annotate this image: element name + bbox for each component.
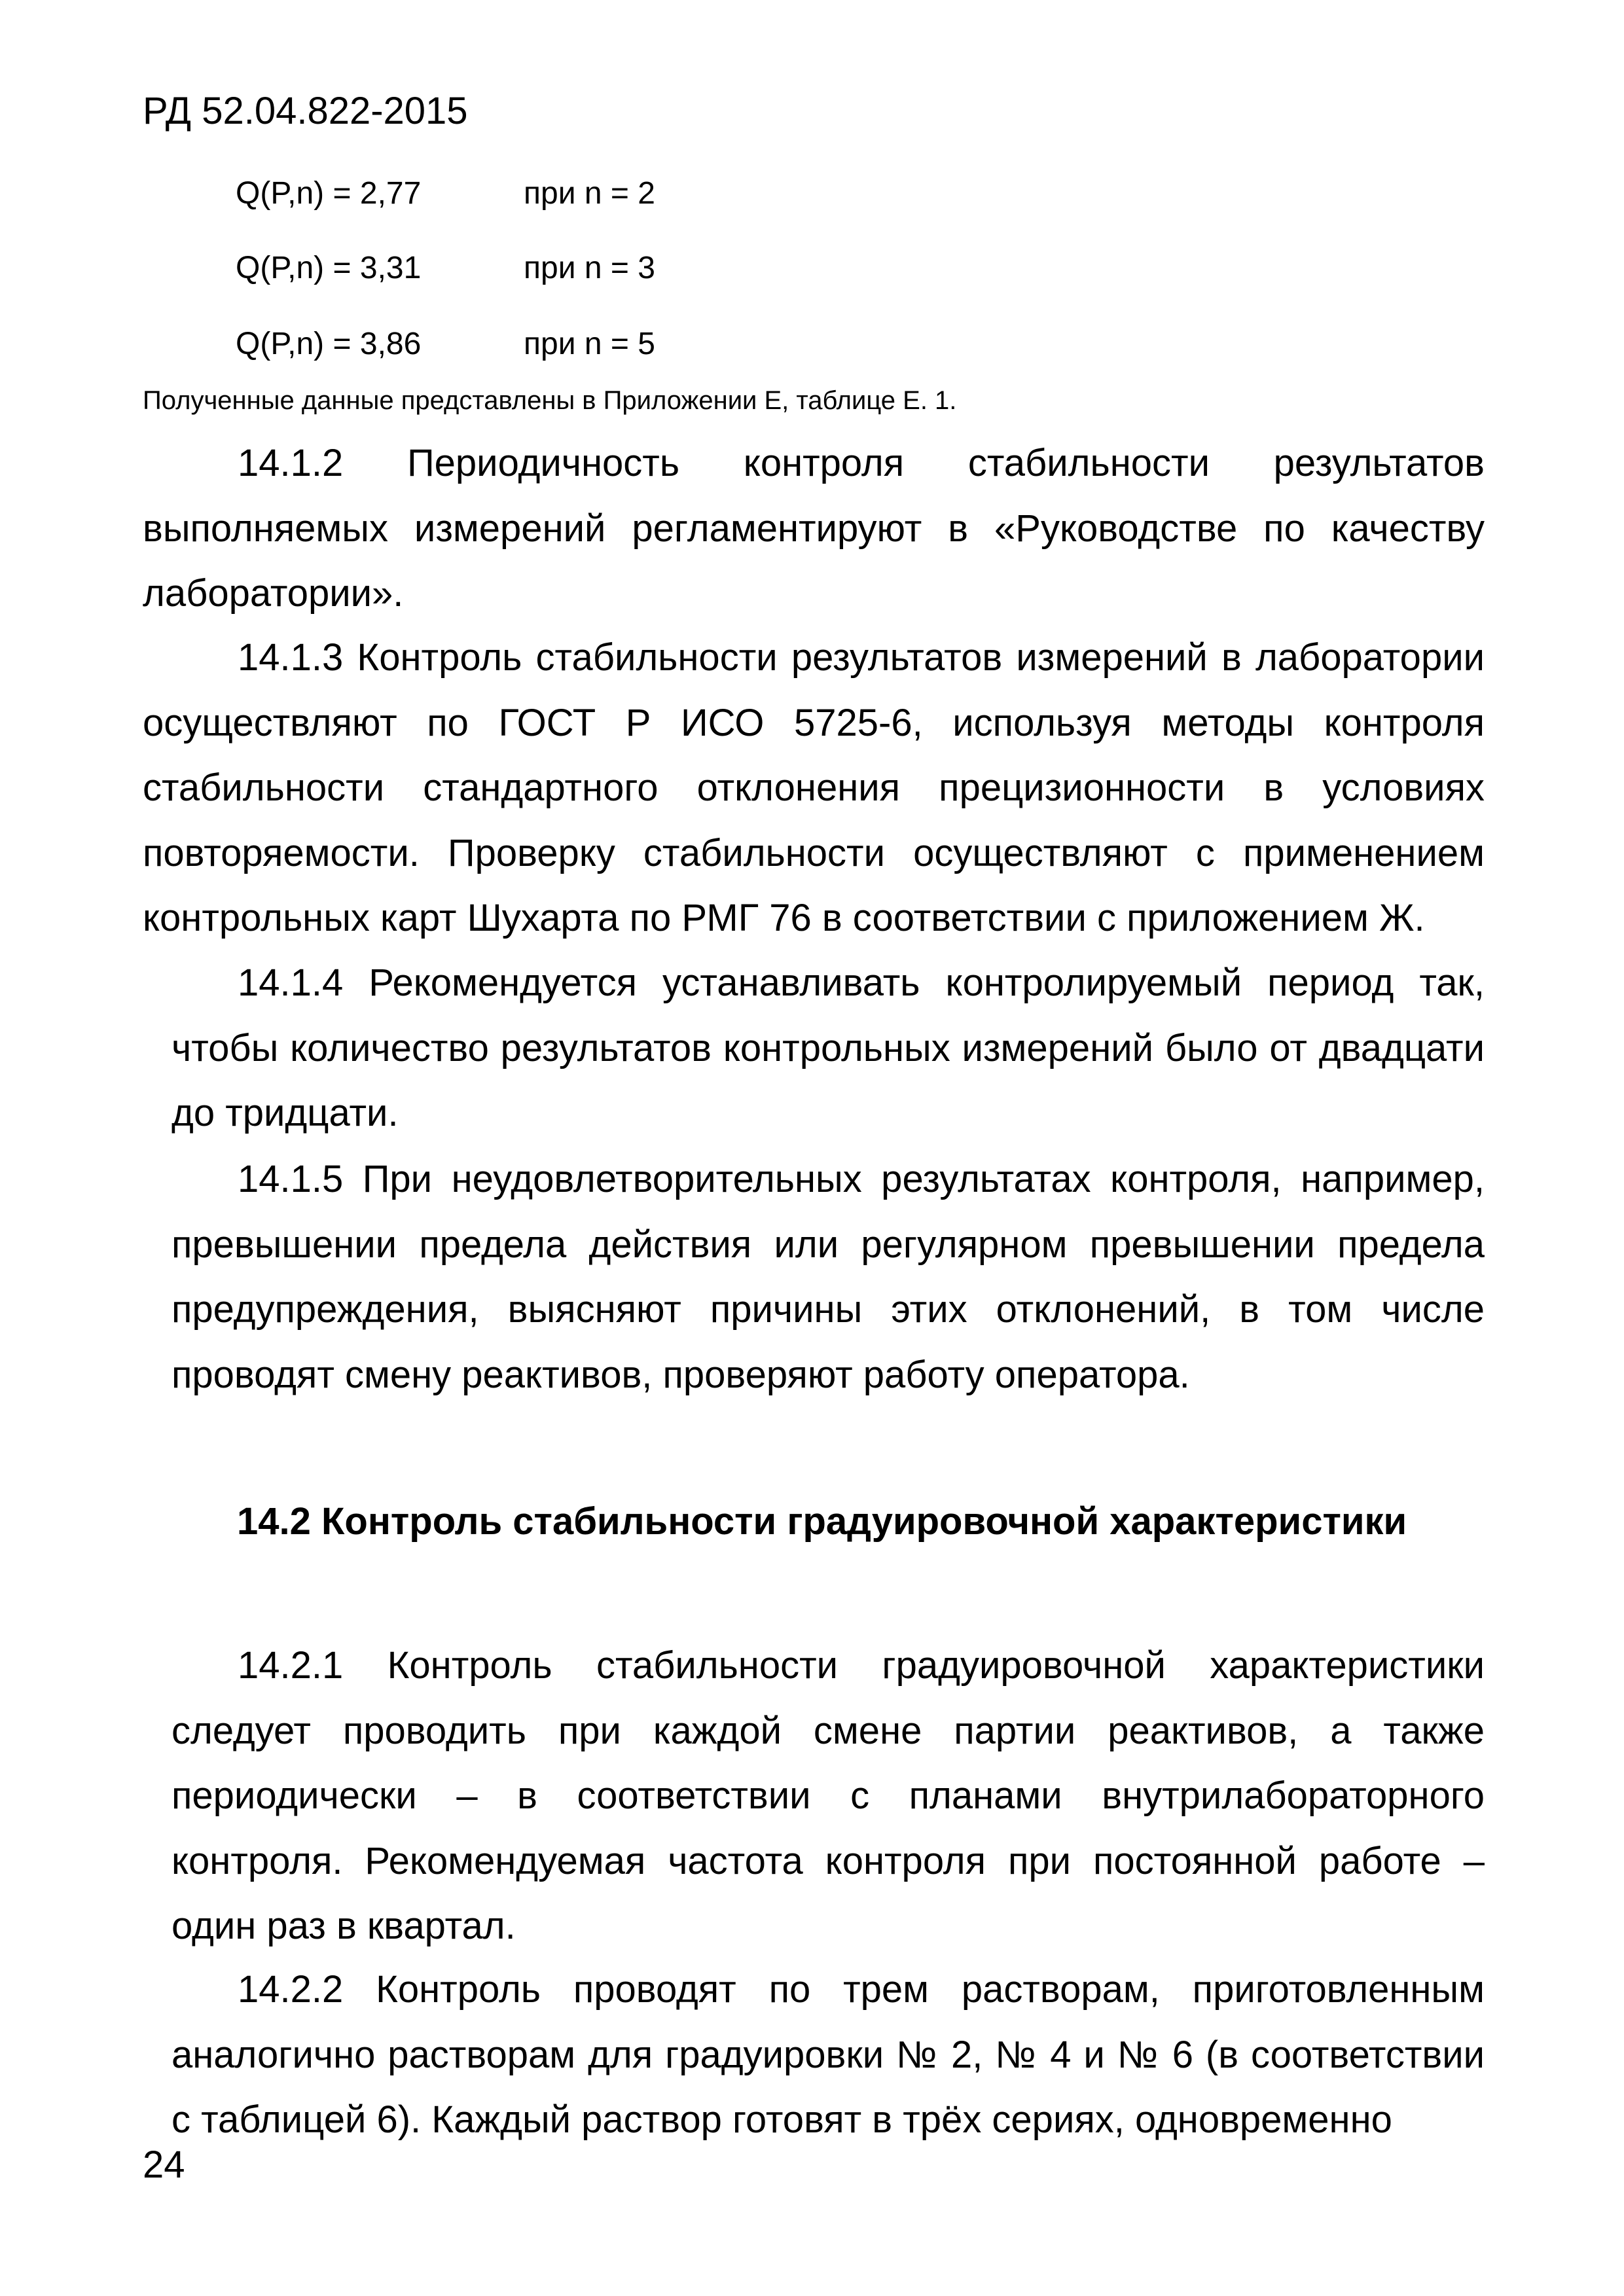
paragraph-14-1-2: 14.1.2 Периодичность контроля стабильности результатов выполняемых измерений регламентируют в «Руководстве по качеству лаборатории».: [143, 442, 1485, 615]
formula-condition: при n = 5: [524, 327, 655, 361]
section-heading: 14.2 Контроль стабильности градуировочной характеристики: [237, 1500, 1407, 1543]
paragraph-14-1-3: 14.1.3 Контроль стабильности результатов измерений в лаборатории осуществляют по ГОСТ Р ИСО 5725-6, используя методы контроля стабильности стандартного отклонения прецизионности в условиях повторяемости. Проверку стабильности осуществляют с применением контрольных карт Шухарта по РМГ 76 в соответствии с приложением Ж.: [143, 636, 1485, 939]
formula-condition: при n = 3: [524, 251, 655, 285]
document-code: РД 52.04.822-2015: [143, 90, 468, 132]
formula-value: Q(P,n) = 3,86: [236, 327, 422, 361]
formula-line: [236, 174, 655, 213]
paragraph-14-2-1: 14.2.1 Контроль стабильности градуировочной характеристики следует проводить при каждой смене партии реактивов, а также периодически – в соответствии с планами внутрилабораторного контроля. Рекомендуемая частота контроля при постоянной работе – один раз в квартал.: [171, 1644, 1485, 1947]
formula-line: [236, 249, 655, 288]
paragraph-14-2-2: 14.2.2 Контроль проводят по трем растворам, приготовленным аналогично растворам для градуировки № 2, № 4 и № 6 (в соответствии с таблицей 6). Каждый раствор готовят в трёх сериях, одновременно: [171, 1968, 1485, 2141]
formula-value: Q(P,n) = 3,31: [236, 251, 422, 285]
paragraph-14-1-4: 14.1.4 Рекомендуется устанавливать контролируемый период так, чтобы количество результатов контрольных измерений было от двадцати до тридцати.: [171, 961, 1485, 1134]
data-note: Полученные данные представлены в Приложении Е, таблице Е. 1.: [143, 386, 957, 415]
formula-condition: при n = 2: [524, 176, 655, 211]
page-number: 24: [143, 2144, 185, 2186]
paragraph-14-1-5: 14.1.5 При неудовлетворительных результатах контроля, например, превышении предела действия или регулярном превышении предела предупреждения, выясняют причины этих отклонений, в том числе проводят смену реактивов, проверяют работу оператора.: [171, 1158, 1485, 1396]
formula-value: Q(P,n) = 2,77: [236, 176, 422, 211]
formula-line: [236, 325, 655, 364]
